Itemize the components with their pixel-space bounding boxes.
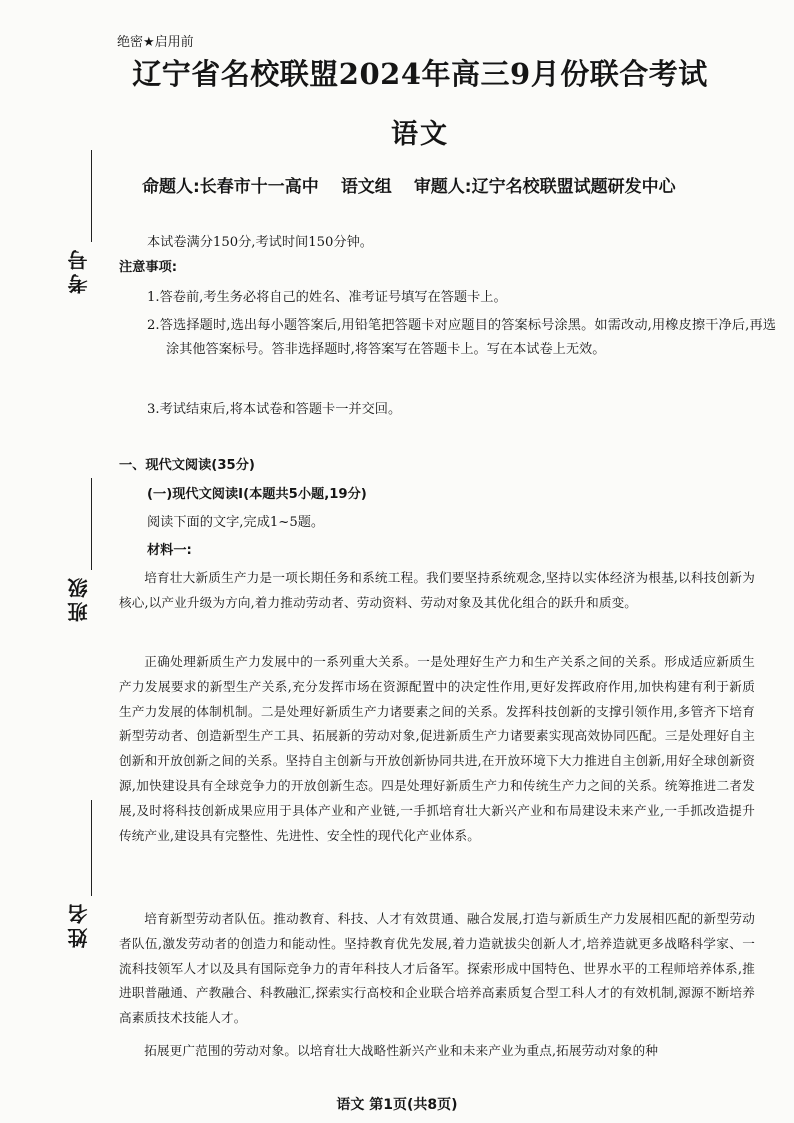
class-label: 班级 bbox=[67, 574, 91, 622]
reading-instruction: 阅读下面的文字,完成1~5题。 bbox=[147, 515, 325, 530]
exam-number-line bbox=[91, 150, 92, 242]
page-footer: 语文 第1页(共8页) bbox=[336, 1097, 458, 1113]
subject-title: 语文 bbox=[391, 119, 449, 150]
material-paragraph-2: 正确处理新质生产力发展中的一系列重大关系。一是处理好生产力和生产关系之间的关系。形成适应新质生产力发展要求的新型生产关系,充分发挥市场在资源配置中的决定性作用,更好发挥政府作用,加快构建有利于新质生产力发展的体制机制。二是处理好新质生产力诸要素之间的关系。发挥科技创新的支撑引领作用,多管齐下培育新型劳动者、创造新型生产工具、拓展新的劳动对象,促进新质生产力诸要素实现高效协同匹配。三是处理好自主创新和开放创新之间的关系。坚持自主创新与开放创新协同共进,在开放环境下大力推进自主创新,用好全球创新资源,加快建设具有全球竞争力的开放创新生态。四是处理好新质生产力和传统生产力之间的关系。统筹推进二者发展,及时将科技创新成果应用于具体产业和产业链,一手抓培育壮大新兴产业和布局建设未来产业,一手抓改造提升传统产业,建设具有完整性、先进性、安全性的现代化产业体系。 bbox=[119, 654, 755, 843]
material-paragraph-4: 拓展更广范围的劳动对象。以培育壮大战略性新兴产业和未来产业为重点,拓展劳动对象的种 bbox=[144, 1043, 659, 1058]
material-paragraph-3: 培育新型劳动者队伍。推动教育、科技、人才有效贯通、融合发展,打造与新质生产力发展相匹配的新型劳动者队伍,激发劳动者的创造力和能动性。坚持教育优先发展,着力造就拔尖创新人才,培养造就更多战略科学家、一流科技领军人才以及具有国际竞争力的青年科技人才后备军。探索形成中国特色、世界水平的工程师培养体系,推进职普融通、产教融合、科教融汇,探索实行高校和企业联合培养高素质复合型工科人才的有效机制,源源不断培养高素质技术技能人才。 bbox=[119, 911, 755, 1026]
name-line bbox=[91, 800, 92, 896]
class-field[interactable] bbox=[64, 478, 104, 658]
material-paragraph-1: 培育壮大新质生产力是一项长期任务和系统工程。我们要坚持系统观念,坚持以实体经济为根基,以科技创新为核心,以产业升级为方向,着力推动劳动者、劳动资料、劳动对象及其优化组合的跃升和质变。 bbox=[119, 570, 755, 610]
setter-label: 命题人:长春市十一高中 bbox=[142, 177, 319, 197]
setter-line bbox=[142, 172, 762, 197]
class-line bbox=[91, 478, 92, 570]
notice-item-2: 2.答选择题时,选出每小题答案后,用铅笔把答题卡对应题目的答案标号涂黑。如需改动,用橡皮擦干净后,再选涂其他答案标号。答非选择题时,将答案写在答题卡上。写在本试卷上无效。 bbox=[147, 318, 776, 357]
reviewer-label: 审题人:辽宁名校联盟试题研发中心 bbox=[413, 177, 676, 197]
exam-title: 辽宁省名校联盟2024年高三9月份联合考试 bbox=[132, 57, 708, 91]
material-label: 材料一: bbox=[147, 543, 192, 558]
exam-number-label: 考号 bbox=[67, 246, 91, 294]
name-field[interactable] bbox=[64, 800, 104, 950]
notice-heading: 注意事项: bbox=[119, 260, 178, 275]
notice-item-1: 1.答卷前,考生务必将自己的姓名、准考证号填写在答题卡上。 bbox=[147, 290, 507, 305]
exam-intro: 本试卷满分150分,考试时间150分钟。 bbox=[147, 235, 373, 250]
section-heading: 一、现代文阅读(35分) bbox=[119, 458, 255, 473]
exam-number-field[interactable] bbox=[64, 150, 104, 300]
secret-label: 绝密★启用前 bbox=[117, 35, 194, 50]
setter-group: 语文组 bbox=[340, 177, 392, 197]
section-subheading: (一)现代文阅读Ⅰ(本题共5小题,19分) bbox=[147, 487, 367, 502]
notice-item-3: 3.考试结束后,将本试卷和答题卡一并交回。 bbox=[147, 402, 402, 417]
name-label: 姓名 bbox=[67, 900, 91, 948]
